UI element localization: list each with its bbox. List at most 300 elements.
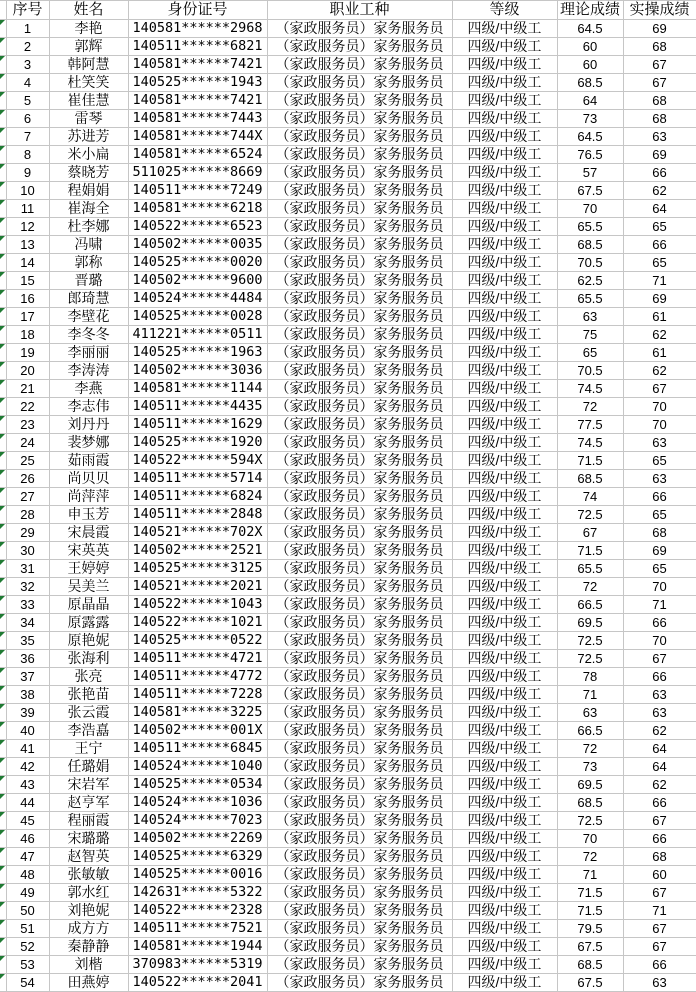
cell-name[interactable]: 李志伟 bbox=[49, 398, 128, 416]
cell-level[interactable]: 四级/中级工 bbox=[452, 560, 557, 578]
cell-id-number[interactable]: 140511******7249 bbox=[128, 182, 267, 200]
cell-id-number[interactable]: 140502******2521 bbox=[128, 542, 267, 560]
cell-id-number[interactable]: 140511******4721 bbox=[128, 650, 267, 668]
cell-theory-score[interactable]: 67.5 bbox=[557, 182, 623, 200]
cell-seq[interactable]: 33 bbox=[6, 596, 49, 614]
cell-practical-score[interactable]: 62 bbox=[623, 776, 696, 794]
cell-practical-score[interactable]: 66 bbox=[623, 668, 696, 686]
cell-level[interactable]: 四级/中级工 bbox=[452, 902, 557, 920]
cell-theory-score[interactable]: 64 bbox=[557, 92, 623, 110]
cell-occupation[interactable]: （家政服务员）家务服务员 bbox=[267, 812, 452, 830]
cell-theory-score[interactable]: 73 bbox=[557, 110, 623, 128]
cell-level[interactable]: 四级/中级工 bbox=[452, 506, 557, 524]
cell-seq[interactable]: 31 bbox=[6, 560, 49, 578]
cell-occupation[interactable]: （家政服务员）家务服务员 bbox=[267, 758, 452, 776]
header-id-number[interactable]: 身份证号 bbox=[128, 1, 267, 20]
cell-name[interactable]: 李艳 bbox=[49, 20, 128, 38]
cell-occupation[interactable]: （家政服务员）家务服务员 bbox=[267, 668, 452, 686]
cell-id-number[interactable]: 140524******7023 bbox=[128, 812, 267, 830]
cell-name[interactable]: 裴梦娜 bbox=[49, 434, 128, 452]
cell-name[interactable]: 王婷婷 bbox=[49, 560, 128, 578]
cell-id-number[interactable]: 140581******744X bbox=[128, 128, 267, 146]
cell-id-number[interactable]: 140522******1043 bbox=[128, 596, 267, 614]
cell-id-number[interactable]: 140525******0534 bbox=[128, 776, 267, 794]
cell-name[interactable]: 张海利 bbox=[49, 650, 128, 668]
cell-name[interactable]: 郭辉 bbox=[49, 38, 128, 56]
cell-occupation[interactable]: （家政服务员）家务服务员 bbox=[267, 416, 452, 434]
cell-seq[interactable]: 20 bbox=[6, 362, 49, 380]
cell-theory-score[interactable]: 72 bbox=[557, 740, 623, 758]
cell-level[interactable]: 四级/中级工 bbox=[452, 776, 557, 794]
cell-theory-score[interactable]: 70.5 bbox=[557, 254, 623, 272]
cell-practical-score[interactable]: 70 bbox=[623, 632, 696, 650]
cell-theory-score[interactable]: 72.5 bbox=[557, 632, 623, 650]
cell-seq[interactable]: 15 bbox=[6, 272, 49, 290]
cell-theory-score[interactable]: 65.5 bbox=[557, 218, 623, 236]
cell-name[interactable]: 程丽霞 bbox=[49, 812, 128, 830]
cell-id-number[interactable]: 140525******0028 bbox=[128, 308, 267, 326]
cell-name[interactable]: 刘丹丹 bbox=[49, 416, 128, 434]
cell-level[interactable]: 四级/中级工 bbox=[452, 740, 557, 758]
cell-name[interactable]: 郭称 bbox=[49, 254, 128, 272]
cell-practical-score[interactable]: 61 bbox=[623, 308, 696, 326]
header-practical-score[interactable]: 实操成绩 bbox=[623, 1, 696, 20]
cell-practical-score[interactable]: 65 bbox=[623, 452, 696, 470]
cell-level[interactable]: 四级/中级工 bbox=[452, 110, 557, 128]
cell-level[interactable]: 四级/中级工 bbox=[452, 920, 557, 938]
cell-name[interactable]: 李丽丽 bbox=[49, 344, 128, 362]
cell-name[interactable]: 原露露 bbox=[49, 614, 128, 632]
cell-level[interactable]: 四级/中级工 bbox=[452, 182, 557, 200]
cell-theory-score[interactable]: 68.5 bbox=[557, 470, 623, 488]
cell-practical-score[interactable]: 68 bbox=[623, 38, 696, 56]
cell-theory-score[interactable]: 76.5 bbox=[557, 146, 623, 164]
cell-name[interactable]: 刘楷 bbox=[49, 956, 128, 974]
cell-seq[interactable]: 42 bbox=[6, 758, 49, 776]
cell-level[interactable]: 四级/中级工 bbox=[452, 74, 557, 92]
cell-seq[interactable]: 26 bbox=[6, 470, 49, 488]
cell-occupation[interactable]: （家政服务员）家务服务员 bbox=[267, 452, 452, 470]
cell-seq[interactable]: 49 bbox=[6, 884, 49, 902]
cell-name[interactable]: 李涛涛 bbox=[49, 362, 128, 380]
cell-theory-score[interactable]: 68.5 bbox=[557, 74, 623, 92]
cell-practical-score[interactable]: 67 bbox=[623, 74, 696, 92]
cell-practical-score[interactable]: 63 bbox=[623, 128, 696, 146]
cell-id-number[interactable]: 140581******6524 bbox=[128, 146, 267, 164]
cell-practical-score[interactable]: 66 bbox=[623, 614, 696, 632]
cell-seq[interactable]: 5 bbox=[6, 92, 49, 110]
cell-name[interactable]: 王宁 bbox=[49, 740, 128, 758]
cell-seq[interactable]: 40 bbox=[6, 722, 49, 740]
cell-name[interactable]: 米小扁 bbox=[49, 146, 128, 164]
cell-practical-score[interactable]: 60 bbox=[623, 866, 696, 884]
cell-theory-score[interactable]: 72 bbox=[557, 848, 623, 866]
cell-occupation[interactable]: （家政服务员）家务服务员 bbox=[267, 956, 452, 974]
cell-level[interactable]: 四级/中级工 bbox=[452, 128, 557, 146]
cell-practical-score[interactable]: 63 bbox=[623, 470, 696, 488]
cell-occupation[interactable]: （家政服务员）家务服务员 bbox=[267, 164, 452, 182]
cell-occupation[interactable]: （家政服务员）家务服务员 bbox=[267, 578, 452, 596]
cell-practical-score[interactable]: 66 bbox=[623, 830, 696, 848]
cell-occupation[interactable]: （家政服务员）家务服务员 bbox=[267, 686, 452, 704]
cell-id-number[interactable]: 140581******7421 bbox=[128, 56, 267, 74]
cell-name[interactable]: 成方方 bbox=[49, 920, 128, 938]
cell-practical-score[interactable]: 71 bbox=[623, 272, 696, 290]
cell-id-number[interactable]: 140525******6329 bbox=[128, 848, 267, 866]
cell-id-number[interactable]: 140521******702X bbox=[128, 524, 267, 542]
cell-practical-score[interactable]: 67 bbox=[623, 920, 696, 938]
cell-level[interactable]: 四级/中级工 bbox=[452, 596, 557, 614]
cell-level[interactable]: 四级/中级工 bbox=[452, 20, 557, 38]
cell-name[interactable]: 晋璐 bbox=[49, 272, 128, 290]
cell-name[interactable]: 原艳妮 bbox=[49, 632, 128, 650]
cell-seq[interactable]: 41 bbox=[6, 740, 49, 758]
cell-level[interactable]: 四级/中级工 bbox=[452, 290, 557, 308]
cell-occupation[interactable]: （家政服务员）家务服务员 bbox=[267, 632, 452, 650]
cell-level[interactable]: 四级/中级工 bbox=[452, 488, 557, 506]
cell-level[interactable]: 四级/中级工 bbox=[452, 398, 557, 416]
cell-seq[interactable]: 34 bbox=[6, 614, 49, 632]
cell-theory-score[interactable]: 65 bbox=[557, 344, 623, 362]
cell-id-number[interactable]: 140581******2968 bbox=[128, 20, 267, 38]
cell-practical-score[interactable]: 65 bbox=[623, 254, 696, 272]
cell-seq[interactable]: 44 bbox=[6, 794, 49, 812]
cell-practical-score[interactable]: 65 bbox=[623, 560, 696, 578]
cell-practical-score[interactable]: 70 bbox=[623, 578, 696, 596]
cell-theory-score[interactable]: 69.5 bbox=[557, 776, 623, 794]
cell-practical-score[interactable]: 62 bbox=[623, 362, 696, 380]
cell-practical-score[interactable]: 63 bbox=[623, 686, 696, 704]
cell-practical-score[interactable]: 67 bbox=[623, 884, 696, 902]
cell-occupation[interactable]: （家政服务员）家务服务员 bbox=[267, 614, 452, 632]
cell-theory-score[interactable]: 71.5 bbox=[557, 542, 623, 560]
cell-name[interactable]: 宋晨霞 bbox=[49, 524, 128, 542]
cell-seq[interactable]: 18 bbox=[6, 326, 49, 344]
cell-id-number[interactable]: 142631******5322 bbox=[128, 884, 267, 902]
cell-practical-score[interactable]: 62 bbox=[623, 182, 696, 200]
cell-seq[interactable]: 30 bbox=[6, 542, 49, 560]
cell-theory-score[interactable]: 65.5 bbox=[557, 560, 623, 578]
cell-practical-score[interactable]: 70 bbox=[623, 416, 696, 434]
cell-occupation[interactable]: （家政服务员）家务服务员 bbox=[267, 974, 452, 992]
cell-theory-score[interactable]: 72.5 bbox=[557, 506, 623, 524]
cell-name[interactable]: 崔佳慧 bbox=[49, 92, 128, 110]
cell-occupation[interactable]: （家政服务员）家务服务员 bbox=[267, 272, 452, 290]
cell-seq[interactable]: 32 bbox=[6, 578, 49, 596]
cell-seq[interactable]: 52 bbox=[6, 938, 49, 956]
cell-theory-score[interactable]: 67.5 bbox=[557, 974, 623, 992]
cell-id-number[interactable]: 140521******2021 bbox=[128, 578, 267, 596]
cell-name[interactable]: 尚萍萍 bbox=[49, 488, 128, 506]
cell-id-number[interactable]: 511025******8669 bbox=[128, 164, 267, 182]
cell-practical-score[interactable]: 66 bbox=[623, 956, 696, 974]
cell-name[interactable]: 蔡晓芳 bbox=[49, 164, 128, 182]
cell-level[interactable]: 四级/中级工 bbox=[452, 956, 557, 974]
cell-level[interactable]: 四级/中级工 bbox=[452, 722, 557, 740]
cell-id-number[interactable]: 140524******4484 bbox=[128, 290, 267, 308]
cell-theory-score[interactable]: 71.5 bbox=[557, 902, 623, 920]
cell-theory-score[interactable]: 73 bbox=[557, 758, 623, 776]
cell-theory-score[interactable]: 71 bbox=[557, 866, 623, 884]
cell-occupation[interactable]: （家政服务员）家务服务员 bbox=[267, 722, 452, 740]
cell-id-number[interactable]: 140511******1629 bbox=[128, 416, 267, 434]
cell-name[interactable]: 雷琴 bbox=[49, 110, 128, 128]
cell-practical-score[interactable]: 63 bbox=[623, 704, 696, 722]
cell-theory-score[interactable]: 57 bbox=[557, 164, 623, 182]
cell-practical-score[interactable]: 67 bbox=[623, 650, 696, 668]
cell-theory-score[interactable]: 68.5 bbox=[557, 956, 623, 974]
cell-name[interactable]: 郭水红 bbox=[49, 884, 128, 902]
cell-level[interactable]: 四级/中级工 bbox=[452, 650, 557, 668]
cell-name[interactable]: 原晶晶 bbox=[49, 596, 128, 614]
cell-name[interactable]: 赵智英 bbox=[49, 848, 128, 866]
cell-level[interactable]: 四级/中级工 bbox=[452, 92, 557, 110]
cell-id-number[interactable]: 140525******0020 bbox=[128, 254, 267, 272]
cell-occupation[interactable]: （家政服务员）家务服务员 bbox=[267, 776, 452, 794]
cell-occupation[interactable]: （家政服务员）家务服务员 bbox=[267, 182, 452, 200]
cell-seq[interactable]: 11 bbox=[6, 200, 49, 218]
cell-theory-score[interactable]: 72 bbox=[557, 398, 623, 416]
cell-practical-score[interactable]: 67 bbox=[623, 56, 696, 74]
cell-level[interactable]: 四级/中级工 bbox=[452, 326, 557, 344]
cell-seq[interactable]: 6 bbox=[6, 110, 49, 128]
cell-theory-score[interactable]: 79.5 bbox=[557, 920, 623, 938]
cell-seq[interactable]: 4 bbox=[6, 74, 49, 92]
cell-practical-score[interactable]: 67 bbox=[623, 380, 696, 398]
cell-level[interactable]: 四级/中级工 bbox=[452, 794, 557, 812]
cell-practical-score[interactable]: 70 bbox=[623, 398, 696, 416]
cell-occupation[interactable]: （家政服务员）家务服务员 bbox=[267, 56, 452, 74]
cell-occupation[interactable]: （家政服务员）家务服务员 bbox=[267, 884, 452, 902]
cell-theory-score[interactable]: 74.5 bbox=[557, 434, 623, 452]
cell-level[interactable]: 四级/中级工 bbox=[452, 434, 557, 452]
cell-id-number[interactable]: 140511******7521 bbox=[128, 920, 267, 938]
cell-occupation[interactable]: （家政服务员）家务服务员 bbox=[267, 200, 452, 218]
cell-seq[interactable]: 13 bbox=[6, 236, 49, 254]
cell-practical-score[interactable]: 69 bbox=[623, 146, 696, 164]
cell-practical-score[interactable]: 71 bbox=[623, 902, 696, 920]
cell-seq[interactable]: 28 bbox=[6, 506, 49, 524]
cell-seq[interactable]: 27 bbox=[6, 488, 49, 506]
cell-theory-score[interactable]: 65.5 bbox=[557, 290, 623, 308]
cell-theory-score[interactable]: 68.5 bbox=[557, 794, 623, 812]
cell-level[interactable]: 四级/中级工 bbox=[452, 362, 557, 380]
cell-occupation[interactable]: （家政服务员）家务服务员 bbox=[267, 704, 452, 722]
cell-occupation[interactable]: （家政服务员）家务服务员 bbox=[267, 488, 452, 506]
cell-practical-score[interactable]: 66 bbox=[623, 236, 696, 254]
cell-id-number[interactable]: 140502******0035 bbox=[128, 236, 267, 254]
cell-id-number[interactable]: 140581******3225 bbox=[128, 704, 267, 722]
cell-id-number[interactable]: 140524******1036 bbox=[128, 794, 267, 812]
cell-name[interactable]: 任璐娟 bbox=[49, 758, 128, 776]
cell-theory-score[interactable]: 62.5 bbox=[557, 272, 623, 290]
cell-level[interactable]: 四级/中级工 bbox=[452, 416, 557, 434]
cell-theory-score[interactable]: 75 bbox=[557, 326, 623, 344]
header-theory-score[interactable]: 理论成绩 bbox=[557, 1, 623, 20]
cell-id-number[interactable]: 140525******1963 bbox=[128, 344, 267, 362]
cell-seq[interactable]: 25 bbox=[6, 452, 49, 470]
cell-name[interactable]: 田燕婷 bbox=[49, 974, 128, 992]
cell-seq[interactable]: 35 bbox=[6, 632, 49, 650]
cell-occupation[interactable]: （家政服务员）家务服务员 bbox=[267, 380, 452, 398]
cell-practical-score[interactable]: 69 bbox=[623, 20, 696, 38]
cell-level[interactable]: 四级/中级工 bbox=[452, 200, 557, 218]
cell-seq[interactable]: 12 bbox=[6, 218, 49, 236]
cell-id-number[interactable]: 140502******001X bbox=[128, 722, 267, 740]
header-occupation[interactable]: 职业工种 bbox=[267, 1, 452, 20]
cell-seq[interactable]: 22 bbox=[6, 398, 49, 416]
cell-occupation[interactable]: （家政服务员）家务服务员 bbox=[267, 866, 452, 884]
header-level[interactable]: 等级 bbox=[452, 1, 557, 20]
cell-id-number[interactable]: 140511******6845 bbox=[128, 740, 267, 758]
cell-occupation[interactable]: （家政服务员）家务服务员 bbox=[267, 344, 452, 362]
cell-theory-score[interactable]: 70 bbox=[557, 200, 623, 218]
cell-level[interactable]: 四级/中级工 bbox=[452, 812, 557, 830]
cell-id-number[interactable]: 140525******1943 bbox=[128, 74, 267, 92]
cell-level[interactable]: 四级/中级工 bbox=[452, 344, 557, 362]
cell-level[interactable]: 四级/中级工 bbox=[452, 470, 557, 488]
cell-name[interactable]: 张艳苗 bbox=[49, 686, 128, 704]
cell-id-number[interactable]: 411221******0511 bbox=[128, 326, 267, 344]
cell-practical-score[interactable]: 64 bbox=[623, 740, 696, 758]
cell-level[interactable]: 四级/中级工 bbox=[452, 938, 557, 956]
cell-seq[interactable]: 37 bbox=[6, 668, 49, 686]
cell-id-number[interactable]: 140502******9600 bbox=[128, 272, 267, 290]
cell-theory-score[interactable]: 60 bbox=[557, 38, 623, 56]
cell-theory-score[interactable]: 60 bbox=[557, 56, 623, 74]
cell-name[interactable]: 李冬冬 bbox=[49, 326, 128, 344]
cell-theory-score[interactable]: 69.5 bbox=[557, 614, 623, 632]
cell-theory-score[interactable]: 71.5 bbox=[557, 452, 623, 470]
cell-id-number[interactable]: 140522******6523 bbox=[128, 218, 267, 236]
cell-occupation[interactable]: （家政服务员）家务服务员 bbox=[267, 254, 452, 272]
cell-id-number[interactable]: 140511******7228 bbox=[128, 686, 267, 704]
cell-name[interactable]: 李浩嚞 bbox=[49, 722, 128, 740]
cell-occupation[interactable]: （家政服务员）家务服务员 bbox=[267, 326, 452, 344]
cell-seq[interactable]: 36 bbox=[6, 650, 49, 668]
cell-practical-score[interactable]: 65 bbox=[623, 506, 696, 524]
cell-name[interactable]: 宋岩军 bbox=[49, 776, 128, 794]
cell-id-number[interactable]: 140525******0016 bbox=[128, 866, 267, 884]
cell-occupation[interactable]: （家政服务员）家务服务员 bbox=[267, 146, 452, 164]
cell-occupation[interactable]: （家政服务员）家务服务员 bbox=[267, 398, 452, 416]
cell-level[interactable]: 四级/中级工 bbox=[452, 524, 557, 542]
cell-id-number[interactable]: 140581******6218 bbox=[128, 200, 267, 218]
cell-practical-score[interactable]: 67 bbox=[623, 938, 696, 956]
cell-name[interactable]: 茹雨霞 bbox=[49, 452, 128, 470]
cell-occupation[interactable]: （家政服务员）家务服务员 bbox=[267, 596, 452, 614]
cell-seq[interactable]: 51 bbox=[6, 920, 49, 938]
cell-seq[interactable]: 1 bbox=[6, 20, 49, 38]
cell-level[interactable]: 四级/中级工 bbox=[452, 452, 557, 470]
cell-name[interactable]: 尚贝贝 bbox=[49, 470, 128, 488]
cell-name[interactable]: 崔海全 bbox=[49, 200, 128, 218]
cell-level[interactable]: 四级/中级工 bbox=[452, 38, 557, 56]
cell-id-number[interactable]: 370983******5319 bbox=[128, 956, 267, 974]
cell-level[interactable]: 四级/中级工 bbox=[452, 614, 557, 632]
cell-theory-score[interactable]: 71 bbox=[557, 686, 623, 704]
cell-seq[interactable]: 16 bbox=[6, 290, 49, 308]
cell-occupation[interactable]: （家政服务员）家务服务员 bbox=[267, 74, 452, 92]
cell-occupation[interactable]: （家政服务员）家务服务员 bbox=[267, 542, 452, 560]
cell-id-number[interactable]: 140525******1920 bbox=[128, 434, 267, 452]
cell-seq[interactable]: 23 bbox=[6, 416, 49, 434]
cell-occupation[interactable]: （家政服务员）家务服务员 bbox=[267, 506, 452, 524]
cell-practical-score[interactable]: 68 bbox=[623, 524, 696, 542]
cell-level[interactable]: 四级/中级工 bbox=[452, 380, 557, 398]
cell-name[interactable]: 杜笑笑 bbox=[49, 74, 128, 92]
cell-seq[interactable]: 48 bbox=[6, 866, 49, 884]
cell-practical-score[interactable]: 65 bbox=[623, 218, 696, 236]
cell-id-number[interactable]: 140525******0522 bbox=[128, 632, 267, 650]
cell-practical-score[interactable]: 61 bbox=[623, 344, 696, 362]
cell-id-number[interactable]: 140522******2328 bbox=[128, 902, 267, 920]
cell-name[interactable]: 李壁花 bbox=[49, 308, 128, 326]
cell-occupation[interactable]: （家政服务员）家务服务员 bbox=[267, 902, 452, 920]
cell-occupation[interactable]: （家政服务员）家务服务员 bbox=[267, 938, 452, 956]
cell-occupation[interactable]: （家政服务员）家务服务员 bbox=[267, 38, 452, 56]
cell-practical-score[interactable]: 64 bbox=[623, 758, 696, 776]
cell-seq[interactable]: 14 bbox=[6, 254, 49, 272]
cell-occupation[interactable]: （家政服务员）家务服务员 bbox=[267, 20, 452, 38]
cell-level[interactable]: 四级/中级工 bbox=[452, 164, 557, 182]
cell-seq[interactable]: 39 bbox=[6, 704, 49, 722]
cell-practical-score[interactable]: 71 bbox=[623, 596, 696, 614]
cell-seq[interactable]: 10 bbox=[6, 182, 49, 200]
cell-name[interactable]: 刘艳妮 bbox=[49, 902, 128, 920]
cell-practical-score[interactable]: 68 bbox=[623, 110, 696, 128]
cell-level[interactable]: 四级/中级工 bbox=[452, 884, 557, 902]
cell-occupation[interactable]: （家政服务员）家务服务员 bbox=[267, 308, 452, 326]
cell-theory-score[interactable]: 77.5 bbox=[557, 416, 623, 434]
cell-occupation[interactable]: （家政服务员）家务服务员 bbox=[267, 434, 452, 452]
cell-seq[interactable]: 21 bbox=[6, 380, 49, 398]
cell-id-number[interactable]: 140522******2041 bbox=[128, 974, 267, 992]
cell-name[interactable]: 张亮 bbox=[49, 668, 128, 686]
cell-practical-score[interactable]: 63 bbox=[623, 434, 696, 452]
cell-occupation[interactable]: （家政服务员）家务服务员 bbox=[267, 740, 452, 758]
cell-occupation[interactable]: （家政服务员）家务服务员 bbox=[267, 362, 452, 380]
cell-level[interactable]: 四级/中级工 bbox=[452, 758, 557, 776]
cell-id-number[interactable]: 140522******594X bbox=[128, 452, 267, 470]
cell-occupation[interactable]: （家政服务员）家务服务员 bbox=[267, 218, 452, 236]
cell-level[interactable]: 四级/中级工 bbox=[452, 578, 557, 596]
cell-level[interactable]: 四级/中级工 bbox=[452, 236, 557, 254]
cell-practical-score[interactable]: 64 bbox=[623, 200, 696, 218]
cell-seq[interactable]: 46 bbox=[6, 830, 49, 848]
cell-name[interactable]: 苏进芳 bbox=[49, 128, 128, 146]
cell-theory-score[interactable]: 66.5 bbox=[557, 596, 623, 614]
cell-theory-score[interactable]: 74 bbox=[557, 488, 623, 506]
cell-theory-score[interactable]: 72 bbox=[557, 578, 623, 596]
cell-level[interactable]: 四级/中级工 bbox=[452, 146, 557, 164]
cell-theory-score[interactable]: 70.5 bbox=[557, 362, 623, 380]
cell-seq[interactable]: 53 bbox=[6, 956, 49, 974]
cell-level[interactable]: 四级/中级工 bbox=[452, 704, 557, 722]
cell-name[interactable]: 宋璐璐 bbox=[49, 830, 128, 848]
cell-level[interactable]: 四级/中级工 bbox=[452, 308, 557, 326]
cell-occupation[interactable]: （家政服务员）家务服务员 bbox=[267, 110, 452, 128]
cell-id-number[interactable]: 140502******3036 bbox=[128, 362, 267, 380]
cell-occupation[interactable]: （家政服务员）家务服务员 bbox=[267, 290, 452, 308]
cell-seq[interactable]: 24 bbox=[6, 434, 49, 452]
cell-occupation[interactable]: （家政服务员）家务服务员 bbox=[267, 848, 452, 866]
cell-level[interactable]: 四级/中级工 bbox=[452, 866, 557, 884]
cell-id-number[interactable]: 140511******2848 bbox=[128, 506, 267, 524]
cell-theory-score[interactable]: 74.5 bbox=[557, 380, 623, 398]
cell-name[interactable]: 申玉芳 bbox=[49, 506, 128, 524]
cell-level[interactable]: 四级/中级工 bbox=[452, 668, 557, 686]
